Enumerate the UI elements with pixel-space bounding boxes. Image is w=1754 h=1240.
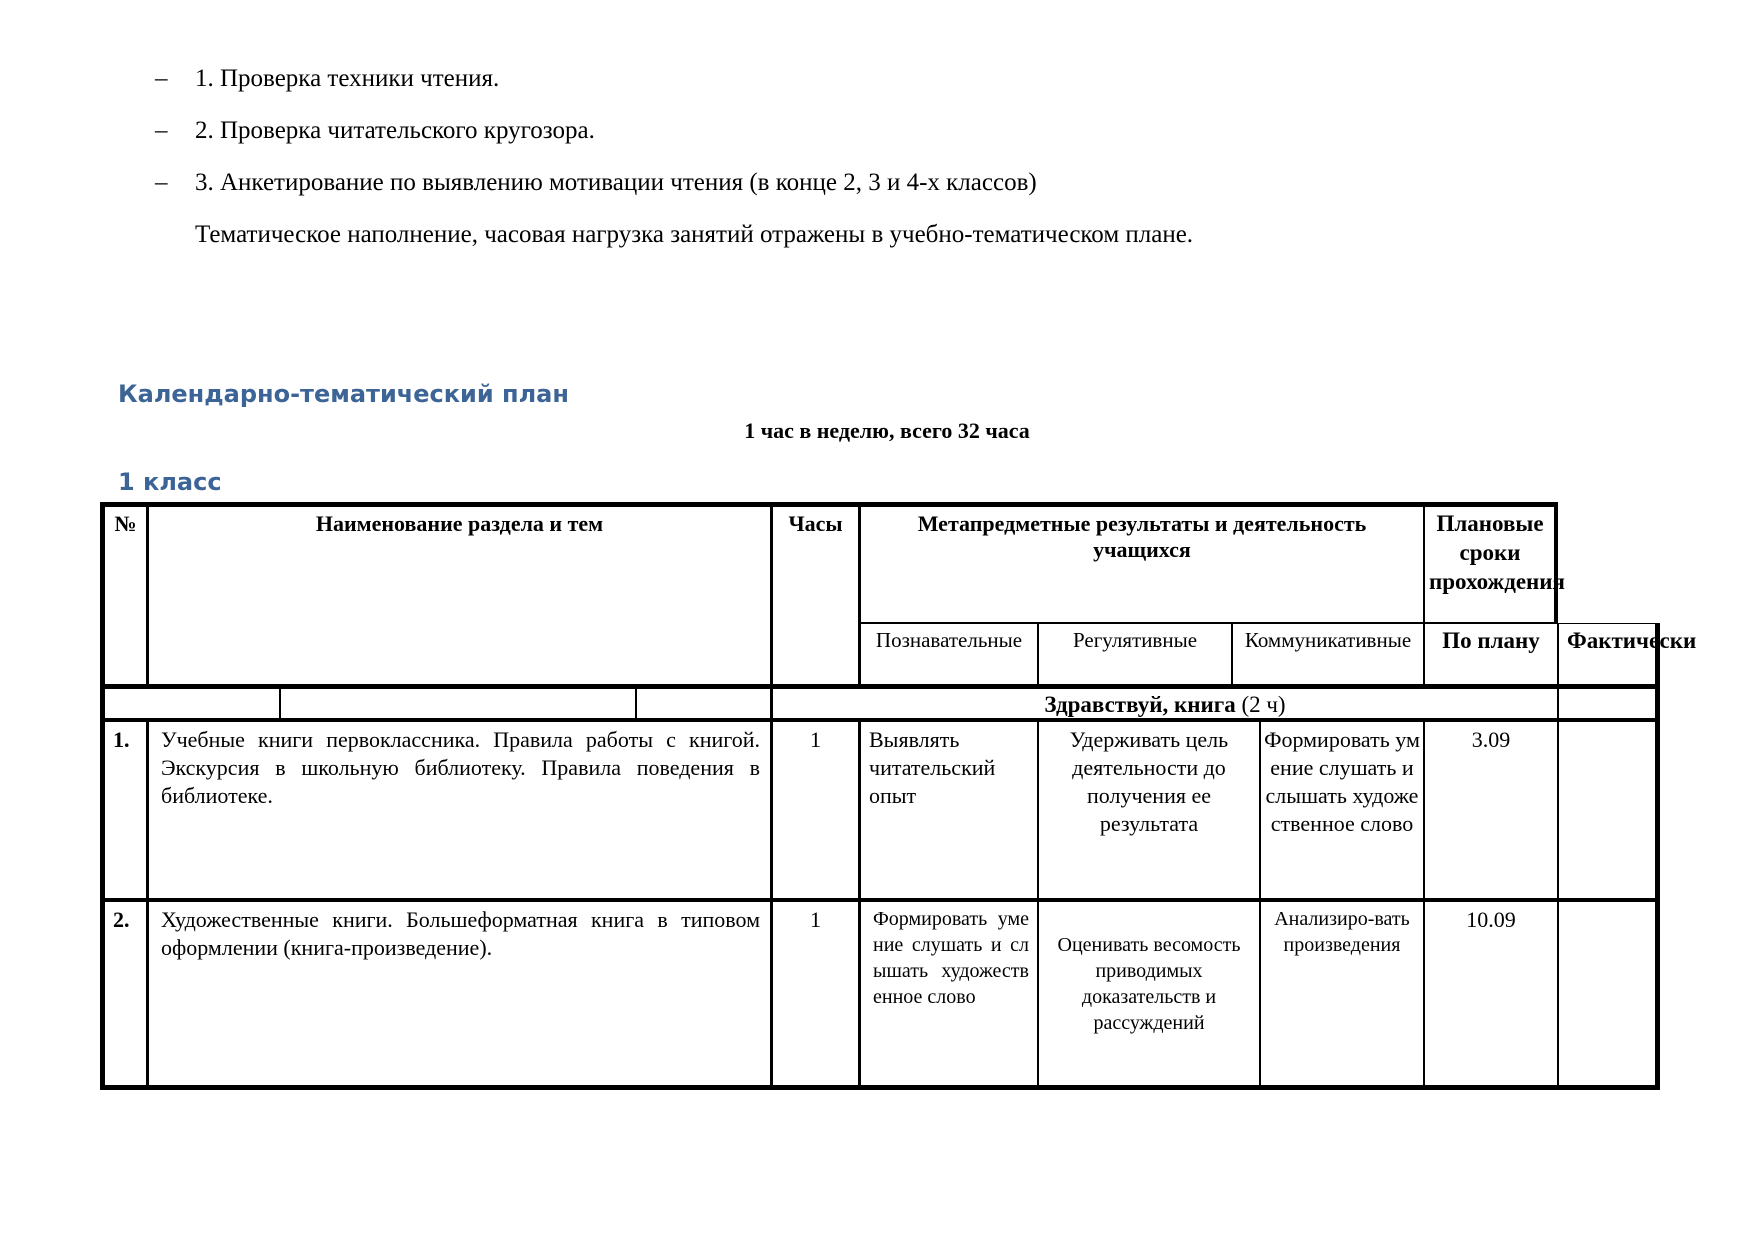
list-item-text: 3. Анкетирование по выявлению мотивации чтения (в конце 2, 3 и 4-х классов) xyxy=(195,169,1037,196)
row-actual-date xyxy=(1558,901,1656,1086)
bullet-dash: – xyxy=(155,117,168,144)
list-item xyxy=(155,168,1037,198)
row-num: 1. xyxy=(104,721,148,899)
header-regulatory: Регулятивные xyxy=(1038,623,1232,686)
table-border-bottom xyxy=(100,1086,1660,1090)
row-actual-date xyxy=(1558,721,1656,899)
row-cognitive: Выявлять читательский опыт xyxy=(860,721,1038,899)
list-item xyxy=(155,116,595,146)
section-name: Здравствуй, книга xyxy=(1044,692,1236,717)
section-row-blank-cell xyxy=(104,688,280,720)
list-item-text: 1. Проверка техники чтения. xyxy=(195,65,500,92)
subtitle: 1 час в неделю, всего 32 часа xyxy=(744,418,1030,443)
header-communicative: Коммуникативные xyxy=(1232,623,1424,686)
row-name: Художественные книги. Большеформатная книга в типовом оформлении (книга-произведение). xyxy=(148,901,772,1086)
row-plan-date: 10.09 xyxy=(1424,901,1558,1086)
class-label: 1 класс xyxy=(118,468,222,496)
section-row-blank-cell xyxy=(636,688,772,720)
row-name: Учебные книги первоклассника. Правила работы с книгой. Экскурсия в школьную библиотеку. Правила поведения в библиотеке. xyxy=(148,721,772,899)
header-num: № xyxy=(104,506,148,686)
header-actual: Фактически xyxy=(1558,623,1656,686)
header-hours: Часы xyxy=(772,506,860,686)
section-row-blank-cell xyxy=(1558,688,1656,720)
bullet-dash: – xyxy=(155,65,168,92)
row-communicative: Анализиро-вать произведения xyxy=(1260,901,1424,1086)
row-regulatory: Удерживать цель деятельности до получения ее результата xyxy=(1038,721,1260,899)
table-border-right xyxy=(1656,623,1660,1090)
row-regulatory: Оценивать весомость приводимых доказательств и рассуждений xyxy=(1038,901,1260,1086)
row-num: 2. xyxy=(104,901,148,1086)
header-name: Наименование раздела и тем xyxy=(148,506,772,686)
list-item xyxy=(155,64,499,94)
section-row-title xyxy=(772,688,1558,720)
body-paragraph: Тематическое наполнение, часовая нагрузка занятий отражены в учебно-тематическом плане. xyxy=(195,221,1194,248)
header-by-plan: По плану xyxy=(1424,623,1558,686)
section-row-blank-cell xyxy=(280,688,636,720)
header-planned: Плановые сроки прохождения xyxy=(1424,506,1556,623)
section-title: Календарно-тематический план xyxy=(118,380,569,408)
section-hours: (2 ч) xyxy=(1235,692,1286,717)
row-communicative: Формировать умение слушать и слышать художественное слово xyxy=(1260,721,1424,899)
row-cognitive: Формировать умение слушать и слышать художественное слово xyxy=(860,901,1038,1086)
bullet-dash: – xyxy=(155,169,168,196)
list-item-text: 2. Проверка читательского кругозора. xyxy=(195,117,595,144)
header-cognitive: Познавательные xyxy=(860,623,1038,686)
row-hours: 1 xyxy=(772,721,860,899)
header-meta: Метапредметные результаты и деятельность учащихся xyxy=(860,506,1424,623)
row-plan-date: 3.09 xyxy=(1424,721,1558,899)
row-hours: 1 xyxy=(772,901,860,1086)
